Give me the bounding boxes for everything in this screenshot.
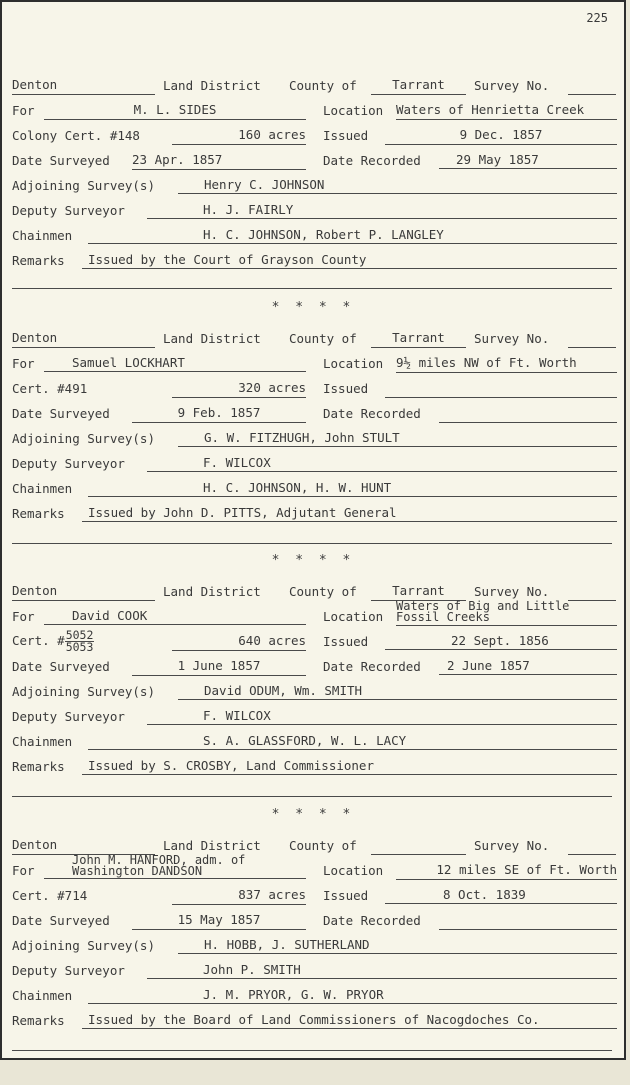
- issued-label: Issued: [323, 381, 369, 396]
- date-recorded-value: 2 June 1857: [439, 659, 617, 675]
- remarks-label: Remarks: [12, 1013, 65, 1028]
- adjoining-value: H. HOBB, J. SUTHERLAND: [178, 938, 617, 954]
- deputy-label: Deputy Surveyor: [12, 203, 125, 218]
- date-recorded-label: Date Recorded: [323, 659, 421, 674]
- blank-line: [12, 1050, 612, 1051]
- location-label: Location: [323, 609, 384, 624]
- for-label: For: [12, 863, 35, 878]
- adjoining-value: G. W. FITZHUGH, John STULT: [178, 431, 617, 447]
- date-surveyed-label: Date Surveyed: [12, 659, 110, 674]
- location-label: Location: [323, 103, 384, 118]
- land-district-label: Land District: [163, 331, 261, 346]
- location-value: 12 miles SE of Ft. Worth: [396, 863, 617, 880]
- chainmen-value: S. A. GLASSFORD, W. L. LACY: [88, 734, 617, 750]
- deputy-value: F. WILCOX: [147, 709, 617, 725]
- chainmen-value: H. C. JOHNSON, H. W. HUNT: [88, 481, 617, 497]
- cert-prefix: Cert. #: [12, 633, 65, 648]
- deputy-label: Deputy Surveyor: [12, 963, 125, 978]
- survey-no-label: Survey No.: [474, 331, 550, 346]
- for-line-1: John M. HANFORD, adm. of: [72, 853, 246, 867]
- cert-numerator: 5052: [65, 628, 94, 642]
- survey-no-value: [568, 584, 616, 601]
- acres-value: 160 acres: [172, 128, 306, 145]
- issued-value: [385, 381, 617, 398]
- adjoining-label: Adjoining Survey(s): [12, 431, 155, 446]
- issued-value: 8 Oct. 1839: [385, 888, 617, 904]
- adjoining-label: Adjoining Survey(s): [12, 178, 155, 193]
- page-number: 225: [586, 11, 608, 25]
- deputy-value: John P. SMITH: [147, 963, 617, 979]
- land-district-value: Denton: [12, 331, 155, 348]
- county-value: Tarrant: [371, 584, 466, 601]
- survey-no-label: Survey No.: [474, 78, 550, 93]
- survey-record-3: [2, 576, 624, 831]
- date-recorded-label: Date Recorded: [323, 406, 421, 421]
- issued-value: 9 Dec. 1857: [385, 128, 617, 145]
- survey-no-value: [568, 78, 616, 95]
- date-recorded-value: [439, 913, 617, 930]
- deputy-value: F. WILCOX: [147, 456, 617, 472]
- survey-no-value: [568, 838, 616, 855]
- remarks-value: Issued by the Court of Grayson County: [82, 253, 617, 269]
- cert-label: [12, 630, 94, 653]
- deputy-value: H. J. FAIRLY: [147, 203, 617, 219]
- date-surveyed-value: 1 June 1857: [132, 659, 306, 676]
- land-district-value: Denton: [12, 838, 155, 855]
- county-label: County of: [289, 584, 357, 599]
- cert-label: Cert. #491: [12, 381, 88, 396]
- blank-line: [12, 543, 612, 544]
- cert-label: Colony Cert. #148: [12, 128, 140, 143]
- record-separator: * * * *: [271, 300, 355, 315]
- date-recorded-value: [439, 406, 617, 423]
- land-district-label: Land District: [163, 584, 261, 599]
- for-value: [44, 855, 306, 879]
- date-surveyed-value: 15 May 1857: [132, 913, 306, 930]
- blank-line: [12, 796, 612, 797]
- location-value: [396, 601, 617, 626]
- survey-no-value: [568, 331, 616, 348]
- county-label: County of: [289, 331, 357, 346]
- for-value: M. L. SIDES: [44, 103, 306, 120]
- chainmen-value: J. M. PRYOR, G. W. PRYOR: [88, 988, 617, 1004]
- county-value: [371, 838, 466, 855]
- deputy-label: Deputy Surveyor: [12, 456, 125, 471]
- land-district-value: Denton: [12, 78, 155, 95]
- for-line-2: Washington DANDSON: [72, 864, 203, 878]
- record-separator: * * * *: [271, 807, 355, 822]
- acres-value: 837 acres: [172, 888, 306, 905]
- date-surveyed-label: Date Surveyed: [12, 913, 110, 928]
- chainmen-value: H. C. JOHNSON, Robert P. LANGLEY: [88, 228, 617, 244]
- for-label: For: [12, 609, 35, 624]
- land-district-label: Land District: [163, 838, 261, 853]
- date-recorded-label: Date Recorded: [323, 153, 421, 168]
- remarks-label: Remarks: [12, 253, 65, 268]
- for-value: David COOK: [44, 609, 306, 625]
- remarks-value: Issued by John D. PITTS, Adjutant General: [82, 506, 617, 522]
- survey-no-label: Survey No.: [474, 838, 550, 853]
- adjoining-label: Adjoining Survey(s): [12, 938, 155, 953]
- remarks-label: Remarks: [12, 759, 65, 774]
- survey-no-label: Survey No.: [474, 584, 550, 599]
- chainmen-label: Chainmen: [12, 734, 73, 749]
- location-line-2: Fossil Creeks: [396, 610, 490, 624]
- issued-label: Issued: [323, 888, 369, 903]
- chainmen-label: Chainmen: [12, 228, 73, 243]
- survey-record-2: [2, 323, 624, 578]
- for-label: For: [12, 103, 35, 118]
- issued-label: Issued: [323, 634, 369, 649]
- survey-record-1: [2, 70, 624, 325]
- deputy-label: Deputy Surveyor: [12, 709, 125, 724]
- location-line-1: Waters of Big and Little: [396, 599, 570, 613]
- issued-label: Issued: [323, 128, 369, 143]
- acres-value: 320 acres: [172, 381, 306, 398]
- date-recorded-value: 29 May 1857: [439, 153, 617, 169]
- location-label: Location: [323, 863, 384, 878]
- land-district-label: Land District: [163, 78, 261, 93]
- county-value: Tarrant: [371, 331, 466, 348]
- county-label: County of: [289, 78, 357, 93]
- acres-value: 640 acres: [172, 634, 306, 651]
- date-surveyed-label: Date Surveyed: [12, 406, 110, 421]
- county-value: Tarrant: [371, 78, 466, 95]
- issued-value: 22 Sept. 1856: [385, 634, 617, 650]
- for-value: Samuel LOCKHART: [44, 356, 306, 372]
- cert-label: Cert. #714: [12, 888, 88, 903]
- cert-denominator: 5053: [65, 640, 94, 654]
- blank-line: [12, 288, 612, 289]
- record-separator: * * * *: [271, 553, 355, 568]
- remarks-label: Remarks: [12, 506, 65, 521]
- location-value: Waters of Henrietta Creek: [396, 103, 617, 120]
- date-surveyed-label: Date Surveyed: [12, 153, 110, 168]
- remarks-value: Issued by the Board of Land Commissioners of Nacogdoches Co.: [82, 1013, 617, 1029]
- for-label: For: [12, 356, 35, 371]
- date-surveyed-value: 23 Apr. 1857: [132, 153, 306, 170]
- adjoining-label: Adjoining Survey(s): [12, 684, 155, 699]
- survey-record-4: [2, 830, 624, 1085]
- adjoining-value: Henry C. JOHNSON: [178, 178, 617, 194]
- location-value: 9½ miles NW of Ft. Worth: [396, 356, 617, 373]
- adjoining-value: David ODUM, Wm. SMITH: [178, 684, 617, 700]
- remarks-value: Issued by S. CROSBY, Land Commissioner: [82, 759, 617, 775]
- location-label: Location: [323, 356, 384, 371]
- date-recorded-label: Date Recorded: [323, 913, 421, 928]
- cert-fraction: [65, 630, 95, 653]
- chainmen-label: Chainmen: [12, 481, 73, 496]
- chainmen-label: Chainmen: [12, 988, 73, 1003]
- date-surveyed-value: 9 Feb. 1857: [132, 406, 306, 423]
- land-district-value: Denton: [12, 584, 155, 601]
- county-label: County of: [289, 838, 357, 853]
